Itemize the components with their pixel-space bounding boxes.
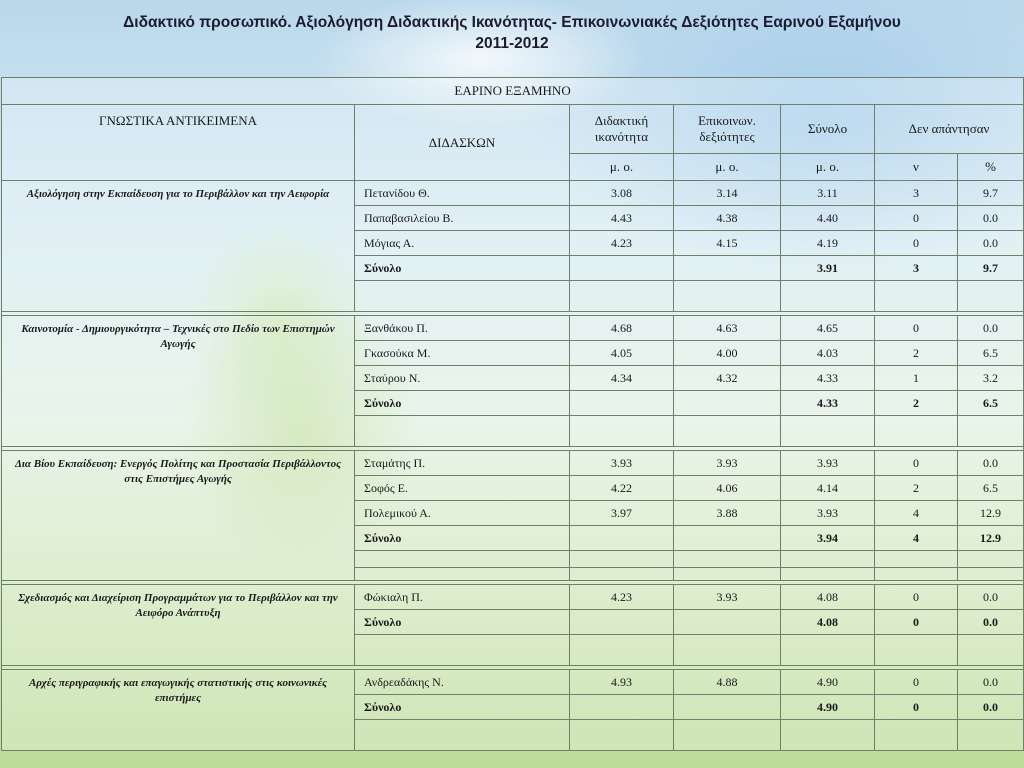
empty-cell (570, 551, 674, 568)
group-total-pct: 6.5 (958, 391, 1024, 416)
no-answer-pct-header: % (958, 154, 1024, 181)
teacher-name: Ξανθάκου Π. (355, 316, 570, 341)
empty-cell (875, 281, 958, 312)
subject-cell: Σχεδιασμός και Διαχείριση Προγραμμάτων για το Περιβάλλον και την Αειφόρο Ανάπτυξη (2, 585, 355, 666)
empty-cell (570, 416, 674, 447)
slide-title (0, 12, 1024, 54)
table-row (2, 451, 1024, 476)
teacher-name: Γκασούκα Μ. (355, 341, 570, 366)
group-total-n: 2 (875, 391, 958, 416)
total-value: 4.19 (781, 231, 875, 256)
empty-cell (570, 391, 674, 416)
empty-cell (958, 568, 1024, 581)
group-total-pct: 0.0 (958, 610, 1024, 635)
teacher-name: Ανδρεαδάκης Ν. (355, 670, 570, 695)
teacher-name: Σταμάτης Π. (355, 451, 570, 476)
communication-value: 4.00 (674, 341, 781, 366)
empty-cell (674, 610, 781, 635)
no-answer-pct: 3.2 (958, 366, 1024, 391)
group-total-n: 0 (875, 610, 958, 635)
no-answer-n: 2 (875, 476, 958, 501)
empty-cell (674, 635, 781, 666)
communication-mean-header: μ. ο. (674, 154, 781, 181)
no-answer-n: 0 (875, 231, 958, 256)
teacher-name: Πολεμικού Α. (355, 501, 570, 526)
empty-cell (958, 551, 1024, 568)
group-total-label: Σύνολο (355, 695, 570, 720)
communication-value: 3.14 (674, 181, 781, 206)
empty-cell (570, 610, 674, 635)
empty-cell (958, 281, 1024, 312)
no-answer-n: 2 (875, 341, 958, 366)
group-total-value: 3.91 (781, 256, 875, 281)
communication-value: 3.93 (674, 451, 781, 476)
group-total-value: 4.90 (781, 695, 875, 720)
group-total-pct: 9.7 (958, 256, 1024, 281)
empty-cell (875, 720, 958, 751)
no-answer-n: 0 (875, 316, 958, 341)
teacher-name: Σταύρου Ν. (355, 366, 570, 391)
no-answer-pct: 12.9 (958, 501, 1024, 526)
empty-cell (781, 635, 875, 666)
communication-value: 4.06 (674, 476, 781, 501)
group-total-value: 4.33 (781, 391, 875, 416)
communication-value: 4.15 (674, 231, 781, 256)
no-answer-n-header: ν (875, 154, 958, 181)
empty-cell (875, 635, 958, 666)
teaching-value: 4.22 (570, 476, 674, 501)
no-answer-n: 0 (875, 451, 958, 476)
evaluation-table (1, 77, 1024, 751)
teacher-name: Φώκιαλη Π. (355, 585, 570, 610)
table-row (2, 585, 1024, 610)
teaching-value: 4.05 (570, 341, 674, 366)
empty-cell (674, 391, 781, 416)
teacher-column-header: ΔΙΔΑΣΚΩΝ (355, 105, 570, 181)
empty-cell (674, 695, 781, 720)
group-total-value: 3.94 (781, 526, 875, 551)
teacher-name: Παπαβασιλείου Β. (355, 206, 570, 231)
group-total-pct: 12.9 (958, 526, 1024, 551)
empty-cell (570, 281, 674, 312)
empty-cell (570, 256, 674, 281)
empty-cell (958, 635, 1024, 666)
teacher-name: Σοφός Ε. (355, 476, 570, 501)
teaching-value: 3.93 (570, 451, 674, 476)
group-total-label: Σύνολο (355, 256, 570, 281)
empty-cell (570, 720, 674, 751)
teaching-value: 4.23 (570, 585, 674, 610)
communication-value: 4.38 (674, 206, 781, 231)
communication-column-header: Επικοινων. δεξιότητες (674, 105, 781, 154)
no-answer-pct: 6.5 (958, 341, 1024, 366)
no-answer-n: 0 (875, 670, 958, 695)
teaching-value: 3.08 (570, 181, 674, 206)
subject-cell: Καινοτομία - Δημιουργικότητα – Τεχνικές στο Πεδίο των Επιστημών Αγωγής (2, 316, 355, 447)
empty-cell (355, 720, 570, 751)
empty-cell (674, 568, 781, 581)
empty-cell (875, 568, 958, 581)
no-answer-n: 0 (875, 585, 958, 610)
empty-cell (781, 720, 875, 751)
total-column-header: Σύνολο (781, 105, 875, 154)
teacher-name: Μόγιας Α. (355, 231, 570, 256)
group-total-label: Σύνολο (355, 391, 570, 416)
no-answer-pct: 0.0 (958, 316, 1024, 341)
communication-value: 4.32 (674, 366, 781, 391)
empty-cell (674, 281, 781, 312)
empty-cell (781, 568, 875, 581)
no-answer-pct: 0.0 (958, 670, 1024, 695)
group-total-label: Σύνολο (355, 610, 570, 635)
group-total-n: 3 (875, 256, 958, 281)
total-value: 4.33 (781, 366, 875, 391)
group-total-pct: 0.0 (958, 695, 1024, 720)
subject-column-header: ΓΝΩΣΤΙΚΑ ΑΝΤΙΚΕΙΜΕΝΑ (2, 105, 355, 181)
teaching-value: 4.23 (570, 231, 674, 256)
empty-cell (355, 635, 570, 666)
teaching-mean-header: μ. ο. (570, 154, 674, 181)
total-value: 4.08 (781, 585, 875, 610)
no-answer-pct: 0.0 (958, 585, 1024, 610)
empty-cell (875, 416, 958, 447)
empty-cell (674, 526, 781, 551)
group-total-label: Σύνολο (355, 526, 570, 551)
empty-cell (570, 695, 674, 720)
total-value: 3.93 (781, 451, 875, 476)
empty-cell (674, 720, 781, 751)
total-value: 3.11 (781, 181, 875, 206)
empty-cell (355, 281, 570, 312)
total-mean-header: μ. ο. (781, 154, 875, 181)
subject-cell: Δια Βίου Εκπαίδευση: Ενεργός Πολίτης και Προστασία Περιβάλλοντος στις Επιστήμες Αγωγής (2, 451, 355, 581)
empty-cell (958, 720, 1024, 751)
empty-cell (355, 568, 570, 581)
communication-value: 4.63 (674, 316, 781, 341)
no-answer-n: 1 (875, 366, 958, 391)
teacher-name: Πετανίδου Θ. (355, 181, 570, 206)
table-row (2, 670, 1024, 695)
empty-cell (781, 281, 875, 312)
group-total-n: 4 (875, 526, 958, 551)
empty-cell (570, 568, 674, 581)
table-row (2, 316, 1024, 341)
empty-cell (674, 551, 781, 568)
empty-cell (355, 416, 570, 447)
total-value: 4.65 (781, 316, 875, 341)
empty-cell (875, 551, 958, 568)
group-total-n: 0 (875, 695, 958, 720)
empty-cell (674, 416, 781, 447)
no-answer-n: 4 (875, 501, 958, 526)
teaching-column-header: Διδακτική ικανότητα (570, 105, 674, 154)
empty-cell (570, 635, 674, 666)
no-answer-pct: 6.5 (958, 476, 1024, 501)
no-answer-pct: 0.0 (958, 206, 1024, 231)
no-answer-n: 3 (875, 181, 958, 206)
title-line-1: Διδακτικό προσωπικό. Αξιολόγηση Διδακτικής Ικανότητας- Επικοινωνιακές Δεξιότητες Εαρινού Εξαμήνου (123, 14, 901, 31)
communication-value: 3.93 (674, 585, 781, 610)
subject-cell: Αξιολόγηση στην Εκπαίδευση για το Περιβάλλον και την Αειφορία (2, 181, 355, 312)
communication-value: 3.88 (674, 501, 781, 526)
no-answer-pct: 0.0 (958, 451, 1024, 476)
table-body (2, 181, 1024, 751)
no-answer-column-header: Δεν απάντησαν (875, 105, 1024, 154)
communication-value: 4.88 (674, 670, 781, 695)
no-answer-pct: 9.7 (958, 181, 1024, 206)
total-value: 4.90 (781, 670, 875, 695)
empty-cell (355, 551, 570, 568)
teaching-value: 4.43 (570, 206, 674, 231)
no-answer-n: 0 (875, 206, 958, 231)
group-total-value: 4.08 (781, 610, 875, 635)
no-answer-pct: 0.0 (958, 231, 1024, 256)
title-line-2: 2011-2012 (475, 35, 549, 52)
empty-cell (570, 526, 674, 551)
total-value: 4.40 (781, 206, 875, 231)
empty-cell (958, 416, 1024, 447)
empty-cell (781, 416, 875, 447)
teaching-value: 3.97 (570, 501, 674, 526)
empty-cell (781, 551, 875, 568)
table-row (2, 181, 1024, 206)
total-value: 3.93 (781, 501, 875, 526)
teaching-value: 4.93 (570, 670, 674, 695)
subject-cell: Αρχές περιγραφικής και επαγωγικής στατιστικής στις κοινωνικές επιστήμες (2, 670, 355, 751)
total-value: 4.14 (781, 476, 875, 501)
empty-cell (674, 256, 781, 281)
teaching-value: 4.34 (570, 366, 674, 391)
teaching-value: 4.68 (570, 316, 674, 341)
total-value: 4.03 (781, 341, 875, 366)
semester-header: ΕΑΡΙΝΟ ΕΞΑΜΗΝΟ (2, 78, 1024, 105)
